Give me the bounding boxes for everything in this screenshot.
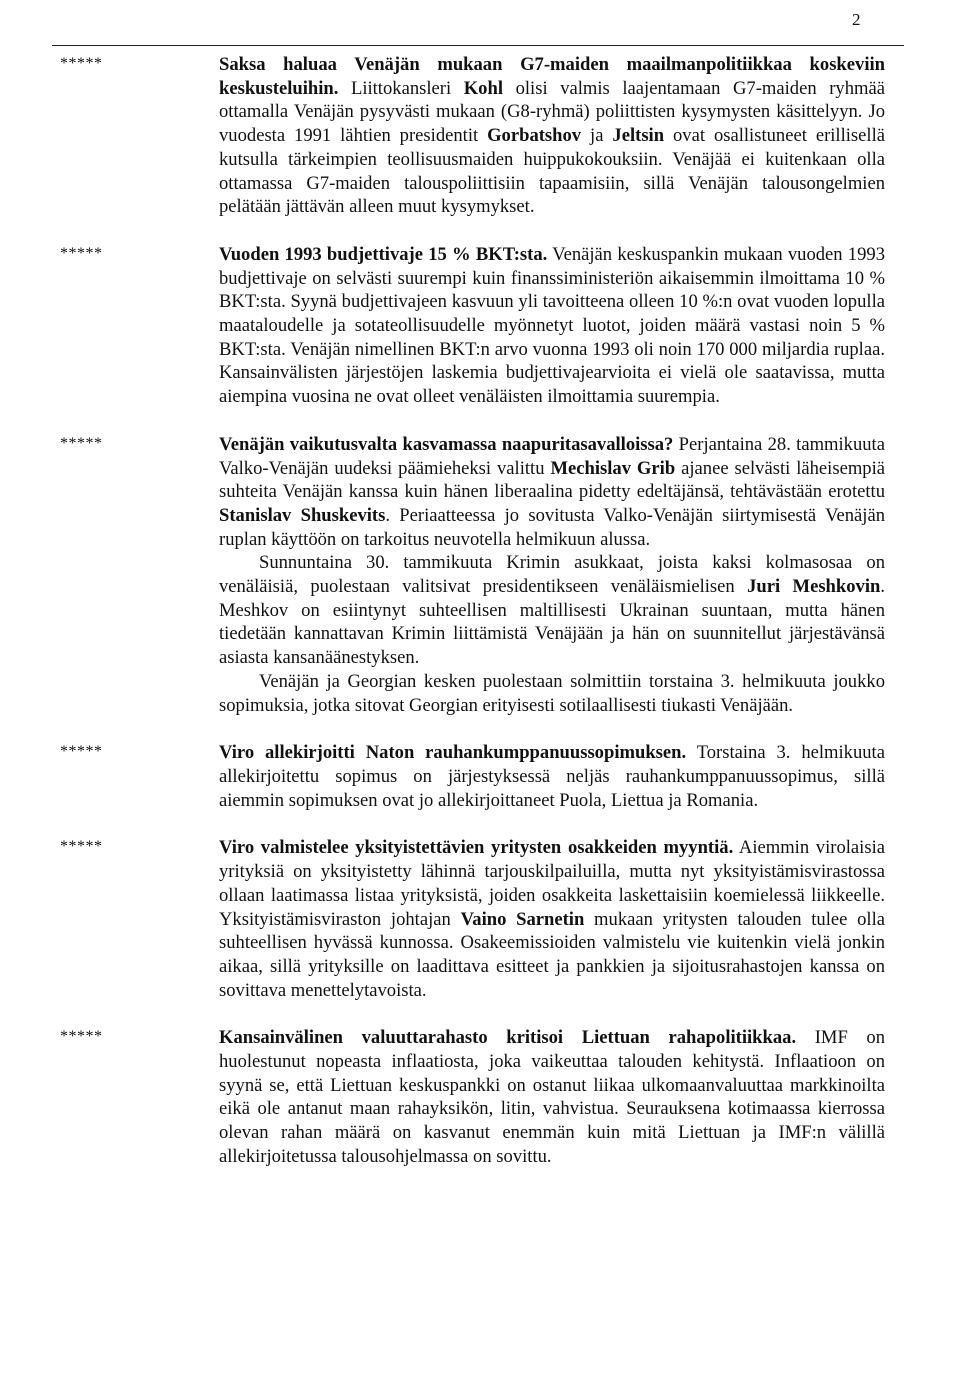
item-marker: ***** xyxy=(60,1028,103,1046)
item-body xyxy=(219,1026,885,1168)
bold-run: Viro allekirjoitti Naton rauhankumppanuussopimuksen. xyxy=(219,742,687,764)
bold-run: Stanislav Shuskevits xyxy=(219,504,386,526)
bold-run: Kansainvälinen valuuttarahasto kritisoi Liettuan rahapolitiikkaa. xyxy=(219,1027,797,1049)
news-list xyxy=(0,53,960,1169)
item-body xyxy=(219,741,885,812)
text-run: Venäjän keskuspankin mukaan vuoden 1993 budjettivaje on selvästi suurempi kuin finanssiministeriön aikaisemmin ilmoittama 10 % BKT:sta. Syynä budjettivajeen kasvuun yli tavoitteena olleen 10 %:n ovat vuoden lopulla maataloudelle ja sotateollisuudelle myönnetyt luotot, joiden määrä vastasi noin 5 % BKT:sta. Venäjän nimellinen BKT:n arvo vuonna 1993 oli noin 170 000 miljardia ruplaa. Kansainvälisten järjestöjen laskemia budjettivajearvioita ei vielä ole saatavissa, mutta aiempina vuosina ne ovat olleet venäläisten ilmoittamia suurempia. xyxy=(219,243,885,408)
text-run: olisi valmis laajentamaan G7-maiden ryhmää ottamalla Venäjän pysyvästi mukaan (G8-ryhmä) poliittisten kysymysten käsittelyyn. Jo vuodesta 1991 lähtien presidentit xyxy=(219,77,885,147)
paragraph xyxy=(219,433,885,552)
page-number: 2 xyxy=(852,10,861,29)
news-item xyxy=(0,243,960,409)
item-marker: ***** xyxy=(60,838,103,856)
text-run: ja xyxy=(581,125,613,147)
news-item xyxy=(0,53,960,219)
bold-run: Mechislav Grib xyxy=(550,457,676,479)
bold-run: Viro valmistelee yksityistettävien yritysten osakkeiden myyntiä. xyxy=(219,837,734,859)
bold-run: Gorbatshov xyxy=(487,125,582,147)
item-separator xyxy=(0,1002,960,1026)
news-item xyxy=(0,1026,960,1168)
bold-run: Saksa haluaa Venäjän mukaan G7-maiden maailmanpolitiikkaa koskeviin keskusteluihin. xyxy=(219,54,885,99)
item-body xyxy=(219,243,885,409)
paragraph xyxy=(219,741,885,812)
bold-run: Juri Meshkovin xyxy=(747,576,881,598)
item-separator xyxy=(0,812,960,836)
text-run: Liittokansleri xyxy=(338,77,464,99)
item-marker: ***** xyxy=(60,434,103,452)
item-separator xyxy=(0,717,960,741)
item-body xyxy=(219,836,885,1002)
paragraph xyxy=(219,836,885,1002)
item-body xyxy=(219,53,885,219)
text-run: . Meshkov on esiintynyt suhteellisen maltillisesti Ukrainan suuntaan, mutta hänen tiedetään kannattavan Krimin liittämistä Venäjään ja hän on suunnitellut järjestävänsä asiasta kansanäänestyksen. xyxy=(219,576,885,669)
paragraph xyxy=(219,670,885,717)
text-run: Perjantaina 28. tammikuuta Valko-Venäjän uudeksi päämieheksi valittu xyxy=(219,433,885,479)
text-run: IMF on huolestunut nopeasta inflaatiosta, joka vaikeuttaa talouden kehitystä. Inflaatioon on syynä se, että Liettuan keskuspankki on ostanut liikaa ulkomaanvaluuttaa markkinoilta eikä ole antanut maan rahayksikön, litin, vahvistua. Seurauksena kotimaassa kierrossa olevan rahan määrä on kasvanut enemmän kuin mitä Liettuan ja IMF:n välillä allekirjoitetussa talousohjelmassa on sovittu. xyxy=(219,1027,885,1167)
text-run: Venäjän ja Georgian kesken puolestaan solmittiin torstaina 3. helmikuuta joukko sopimuksia, jotka sitovat Georgian erityisesti sotilaallisesti tiukasti Venäjään. xyxy=(219,670,885,716)
text-run: Torstaina 3. helmikuuta allekirjoitettu sopimus on järjestyksessä neljäs rauhankumppanuussopimus, sillä aiemmin sopimuksen ovat jo allekirjoittaneet Puola, Liettua ja Romania. xyxy=(219,742,885,811)
news-item xyxy=(0,433,960,717)
header-rule xyxy=(52,45,904,46)
text-run: ovat osallistuneet erillisellä kutsulla tärkeimpien teollisuusmaiden huippukokouksiin. Venäjää ei kuitenkaan olla ottamassa G7-maiden talouspoliittisiin tapaamisiin, sillä Venäjän talousongelmien pelätään jättävän alleen muut kysymykset. xyxy=(219,125,886,218)
paragraph xyxy=(219,1026,885,1168)
paragraph xyxy=(219,53,885,219)
text-run: mukaan yritysten talouden tulee olla suhteellisen hyvässä kunnossa. Osakeemissioiden valmistelu vie kuitenkin vielä jonkin aikaa, sillä yrityksille on laadittava esitteet ja pankkien ja sijoitusrahastojen kanssa on sovittava menettelytavoista. xyxy=(219,908,885,1001)
item-separator xyxy=(0,219,960,243)
text-run: . Periaatteessa jo sovitusta Valko-Venäjän siirtymisestä Venäjän ruplan käyttöön on tarkoitus neuvotella helmikuun alussa. xyxy=(219,504,886,550)
bold-run: Jeltsin xyxy=(612,125,665,147)
news-item xyxy=(0,836,960,1002)
text-run: ajanee selvästi läheisempiä suhteita Venäjän kanssa kuin hänen liberaalina pidetty edeltäjänsä, tehtävästään erotettu xyxy=(219,457,885,503)
item-separator xyxy=(0,409,960,433)
bold-run: Vaino Sarnetin xyxy=(460,908,585,930)
bold-run: Vuoden 1993 budjettivaje 15 % BKT:sta. xyxy=(219,243,548,265)
text-run: Aiemmin virolaisia yrityksiä on yksityistetty lähinnä tarjouskilpailuilla, mutta nyt yksityistämisvirastossa ollaan laatimassa listaa yrityksistä, joiden osakkeita laskettaisiin koemielessä liikkeelle. Yksityistämisviraston johtajan xyxy=(219,837,885,930)
paragraph xyxy=(219,551,885,670)
bold-run: Venäjän vaikutusvalta kasvamassa naapuritasavalloissa? xyxy=(219,433,674,455)
item-marker: ***** xyxy=(60,244,103,262)
paragraph xyxy=(219,243,885,409)
news-item xyxy=(0,741,960,812)
bold-run: Kohl xyxy=(463,77,503,99)
text-run: Sunnuntaina 30. tammikuuta Krimin asukkaat, joista kaksi kolmasosaa on venäläisiä, puolestaan valitsivat presidentikseen venäläismielisen xyxy=(219,552,885,598)
item-marker: ***** xyxy=(60,743,103,761)
item-marker: ***** xyxy=(60,55,103,72)
item-body xyxy=(219,433,885,717)
